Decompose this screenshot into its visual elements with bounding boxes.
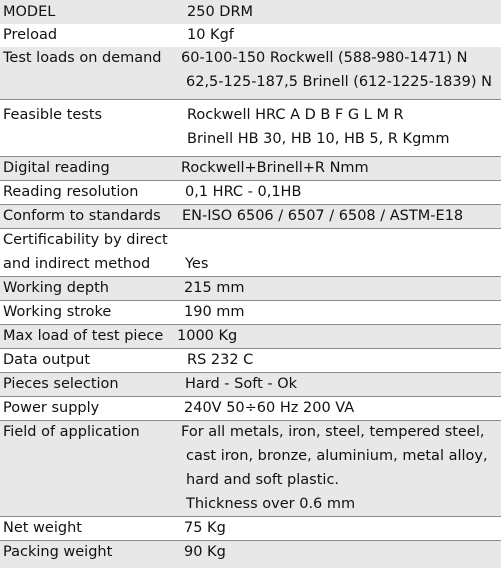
- spec-label: Digital reading: [3, 160, 110, 176]
- spec-label-line: and indirect method: [3, 256, 151, 272]
- spec-label: Max load of test piece: [3, 328, 164, 344]
- spec-value-line: Hard - Soft - Ok: [185, 376, 298, 392]
- spec-value: [185, 180, 301, 204]
- spec-row-test-loads: [0, 47, 501, 99]
- spec-value: [185, 372, 297, 396]
- spec-label: Preload: [3, 27, 58, 43]
- spec-value: [184, 276, 245, 300]
- spec-row-feasible-tests: [0, 100, 501, 156]
- spec-value: [187, 348, 253, 372]
- spec-label: Field of application: [3, 424, 140, 440]
- spec-value-line: 90 Kg: [184, 544, 226, 560]
- spec-row-max-load: [0, 325, 501, 348]
- spec-value: [184, 300, 245, 324]
- spec-row-certificability: [0, 229, 501, 276]
- spec-value-line: For all metals, iron, steel, tempered steel,: [181, 424, 485, 440]
- spec-row-net-weight: [0, 517, 501, 540]
- spec-value: [181, 156, 369, 180]
- spec-row-field-of-application: [0, 421, 501, 516]
- spec-value: [182, 204, 463, 228]
- spec-label: Pieces selection: [3, 376, 119, 392]
- spec-value: [187, 103, 450, 151]
- spec-label: Working stroke: [3, 304, 112, 320]
- spec-value-line: 1000 Kg: [177, 328, 238, 344]
- spec-value: [181, 420, 488, 516]
- spec-row-reading-resolution: [0, 181, 501, 204]
- spec-row-standards: [0, 205, 501, 228]
- spec-value-line: 0,1 HRC - 0,1HB: [185, 184, 302, 200]
- spec-value: [184, 540, 226, 564]
- spec-label: Reading resolution: [3, 184, 139, 200]
- spec-label: Power supply: [3, 400, 100, 416]
- spec-label: Net weight: [3, 520, 82, 536]
- spec-row-model: [0, 0, 501, 24]
- spec-value-line: 240V 50÷60 Hz 200 VA: [184, 400, 355, 416]
- spec-row-working-stroke: [0, 301, 501, 324]
- spec-label: Feasible tests: [3, 107, 103, 123]
- spec-value-line: 75 Kg: [184, 520, 226, 536]
- spec-value-line: hard and soft plastic.: [186, 472, 340, 488]
- spec-value: [187, 0, 253, 24]
- spec-value-line: Yes: [185, 256, 209, 272]
- spec-label: Conform to standards: [3, 208, 161, 224]
- spec-row-packing-weight: [0, 541, 501, 568]
- spec-value-line: 215 mm: [184, 280, 245, 296]
- spec-row-data-output: [0, 349, 501, 372]
- spec-row-pieces-selection: [0, 373, 501, 396]
- spec-value-line: 190 mm: [184, 304, 245, 320]
- spec-value-line: 10 Kgf: [187, 27, 234, 43]
- spec-label: [3, 228, 168, 276]
- spec-row-power-supply: [0, 397, 501, 420]
- spec-value-line: cast iron, bronze, aluminium, metal alloy,: [186, 448, 488, 464]
- spec-value-line: 250 DRM: [187, 4, 254, 20]
- spec-label: Working depth: [3, 280, 109, 296]
- spec-value-line: RS 232 C: [187, 352, 254, 368]
- spec-label: Data output: [3, 352, 91, 368]
- spec-value: [187, 23, 234, 47]
- spec-value-line: Rockwell+Brinell+R Nmm: [181, 160, 369, 176]
- spec-value: [181, 46, 492, 94]
- spec-value-line: 60-100-150 Rockwell (588-980-1471) N: [181, 50, 468, 66]
- spec-row-preload: [0, 24, 501, 47]
- spec-value: [185, 252, 208, 276]
- spec-label: Packing weight: [3, 544, 113, 560]
- spec-row-digital-reading: [0, 157, 501, 180]
- spec-label-line: Certificability by direct: [3, 232, 168, 248]
- spec-value-line: Thickness over 0.6 mm: [186, 496, 356, 512]
- spec-row-working-depth: [0, 277, 501, 300]
- spec-value-line: 62,5-125-187,5 Brinell (612-1225-1839) N: [186, 74, 492, 90]
- spec-value-line: Rockwell HRC A D B F G L M R: [187, 107, 404, 123]
- spec-value: [177, 324, 237, 348]
- spec-label: Test loads on demand: [3, 50, 162, 66]
- spec-value-line: EN-ISO 6506 / 6507 / 6508 / ASTM-E18: [182, 208, 464, 224]
- spec-value: [184, 516, 226, 540]
- spec-label: MODEL: [3, 4, 56, 20]
- spec-value-line: Brinell HB 30, HB 10, HB 5, R Kgmm: [187, 131, 450, 147]
- spec-value: [184, 396, 354, 420]
